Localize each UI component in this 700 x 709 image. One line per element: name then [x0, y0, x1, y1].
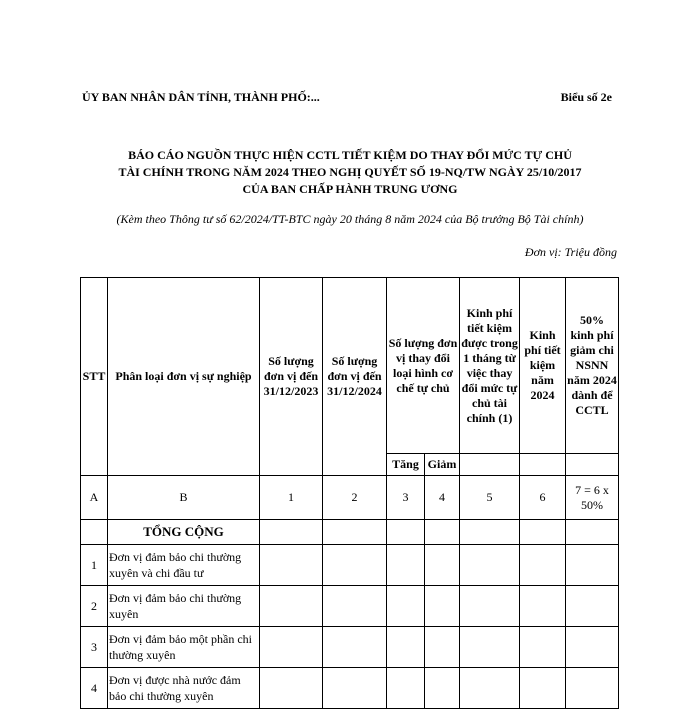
- index-cell: 3: [387, 476, 425, 520]
- row-number: 3: [81, 627, 108, 668]
- empty-cell: [260, 545, 323, 586]
- empty-cell: [566, 520, 619, 545]
- empty-cell: [81, 520, 108, 545]
- empty-cell: [460, 545, 520, 586]
- empty-cell: [260, 627, 323, 668]
- row-label: Đơn vị được nhà nước đảm bảo chi thường xuyên: [108, 668, 260, 709]
- header-savings-2024: Kinh phí tiết kiệm năm 2024: [520, 278, 566, 454]
- empty-cell: [323, 520, 387, 545]
- title-line-1: BÁO CÁO NGUỒN THỰC HIỆN CCTL TIẾT KIỆM DO THAY ĐỔI MỨC TỰ CHỦ: [128, 148, 572, 162]
- table-row: [81, 586, 619, 627]
- index-cell: 4: [425, 476, 460, 520]
- attachment-note: (Kèm theo Thông tư số 62/2024/TT-BTC ngày 20 tháng 8 năm 2024 của Bộ trưởng Bộ Tài chính): [116, 212, 584, 226]
- empty-cell: [460, 627, 520, 668]
- index-cell: 1: [260, 476, 323, 520]
- header-stt: STT: [81, 278, 108, 476]
- title-line-3: CỦA BAN CHẤP HÀNH TRUNG ƯƠNG: [242, 182, 458, 196]
- empty-cell: [460, 668, 520, 709]
- title-line-2: TÀI CHÍNH TRONG NĂM 2024 THEO NGHỊ QUYẾT SỐ 19-NQ/TW NGÀY 25/10/2017: [118, 165, 582, 179]
- form-number: Biểu số 2e: [560, 90, 612, 104]
- empty-cell: [566, 454, 619, 476]
- empty-cell: [520, 586, 566, 627]
- empty-cell: [323, 668, 387, 709]
- empty-cell: [387, 586, 425, 627]
- table-row: [81, 627, 619, 668]
- document-header: [82, 90, 612, 104]
- report-title: [60, 147, 640, 198]
- index-row: [81, 476, 619, 520]
- empty-cell: [387, 668, 425, 709]
- empty-cell: [425, 545, 460, 586]
- report-table: [80, 277, 619, 709]
- empty-cell: [387, 520, 425, 545]
- empty-cell: [323, 545, 387, 586]
- empty-cell: [566, 545, 619, 586]
- empty-cell: [425, 520, 460, 545]
- row-label: Đơn vị đảm bảo chi thường xuyên và chi đầu tư: [108, 545, 260, 586]
- header-half-reduction: 50% kinh phí giảm chi NSNN năm 2024 dành để CCTL: [566, 278, 619, 454]
- table-row: [81, 545, 619, 586]
- index-cell: A: [81, 476, 108, 520]
- header-decrease: Giảm: [425, 454, 460, 476]
- row-number: 2: [81, 586, 108, 627]
- index-cell: 7 = 6 x 50%: [566, 476, 619, 520]
- empty-cell: [566, 627, 619, 668]
- total-label: TỔNG CỘNG: [108, 520, 260, 545]
- empty-cell: [520, 454, 566, 476]
- row-label: Đơn vị đảm bảo chi thường xuyên: [108, 586, 260, 627]
- empty-cell: [520, 520, 566, 545]
- header-changed-units: Số lượng đơn vị thay đổi loại hình cơ chế tự chủ: [387, 278, 460, 454]
- table-row: [81, 668, 619, 709]
- header-row: [81, 278, 619, 454]
- empty-cell: [520, 545, 566, 586]
- issuing-authority: ỦY BAN NHÂN DÂN TỈNH, THÀNH PHỐ:...: [82, 90, 320, 104]
- empty-cell: [425, 627, 460, 668]
- empty-cell: [425, 586, 460, 627]
- header-count-2023: Số lượng đơn vị đến 31/12/2023: [260, 278, 323, 476]
- total-row: [81, 520, 619, 545]
- index-cell: B: [108, 476, 260, 520]
- header-savings-month: Kinh phí tiết kiệm được trong 1 tháng từ việc thay đổi mức tự chủ tài chính (1): [460, 278, 520, 454]
- header-category: Phân loại đơn vị sự nghiệp: [108, 278, 260, 476]
- empty-cell: [323, 627, 387, 668]
- empty-cell: [460, 520, 520, 545]
- header-increase: Tăng: [387, 454, 425, 476]
- index-cell: 2: [323, 476, 387, 520]
- empty-cell: [566, 586, 619, 627]
- index-cell: 6: [520, 476, 566, 520]
- empty-cell: [387, 545, 425, 586]
- empty-cell: [460, 454, 520, 476]
- header-count-2024: Số lượng đơn vị đến 31/12/2024: [323, 278, 387, 476]
- empty-cell: [260, 520, 323, 545]
- empty-cell: [520, 668, 566, 709]
- row-number: 4: [81, 668, 108, 709]
- empty-cell: [387, 627, 425, 668]
- unit-label: Đơn vị: Triệu đồng: [524, 245, 617, 259]
- row-number: 1: [81, 545, 108, 586]
- empty-cell: [260, 668, 323, 709]
- empty-cell: [566, 668, 619, 709]
- empty-cell: [260, 586, 323, 627]
- empty-cell: [323, 586, 387, 627]
- index-cell: 5: [460, 476, 520, 520]
- empty-cell: [460, 586, 520, 627]
- row-label: Đơn vị đảm bảo một phần chi thường xuyên: [108, 627, 260, 668]
- empty-cell: [425, 668, 460, 709]
- empty-cell: [520, 627, 566, 668]
